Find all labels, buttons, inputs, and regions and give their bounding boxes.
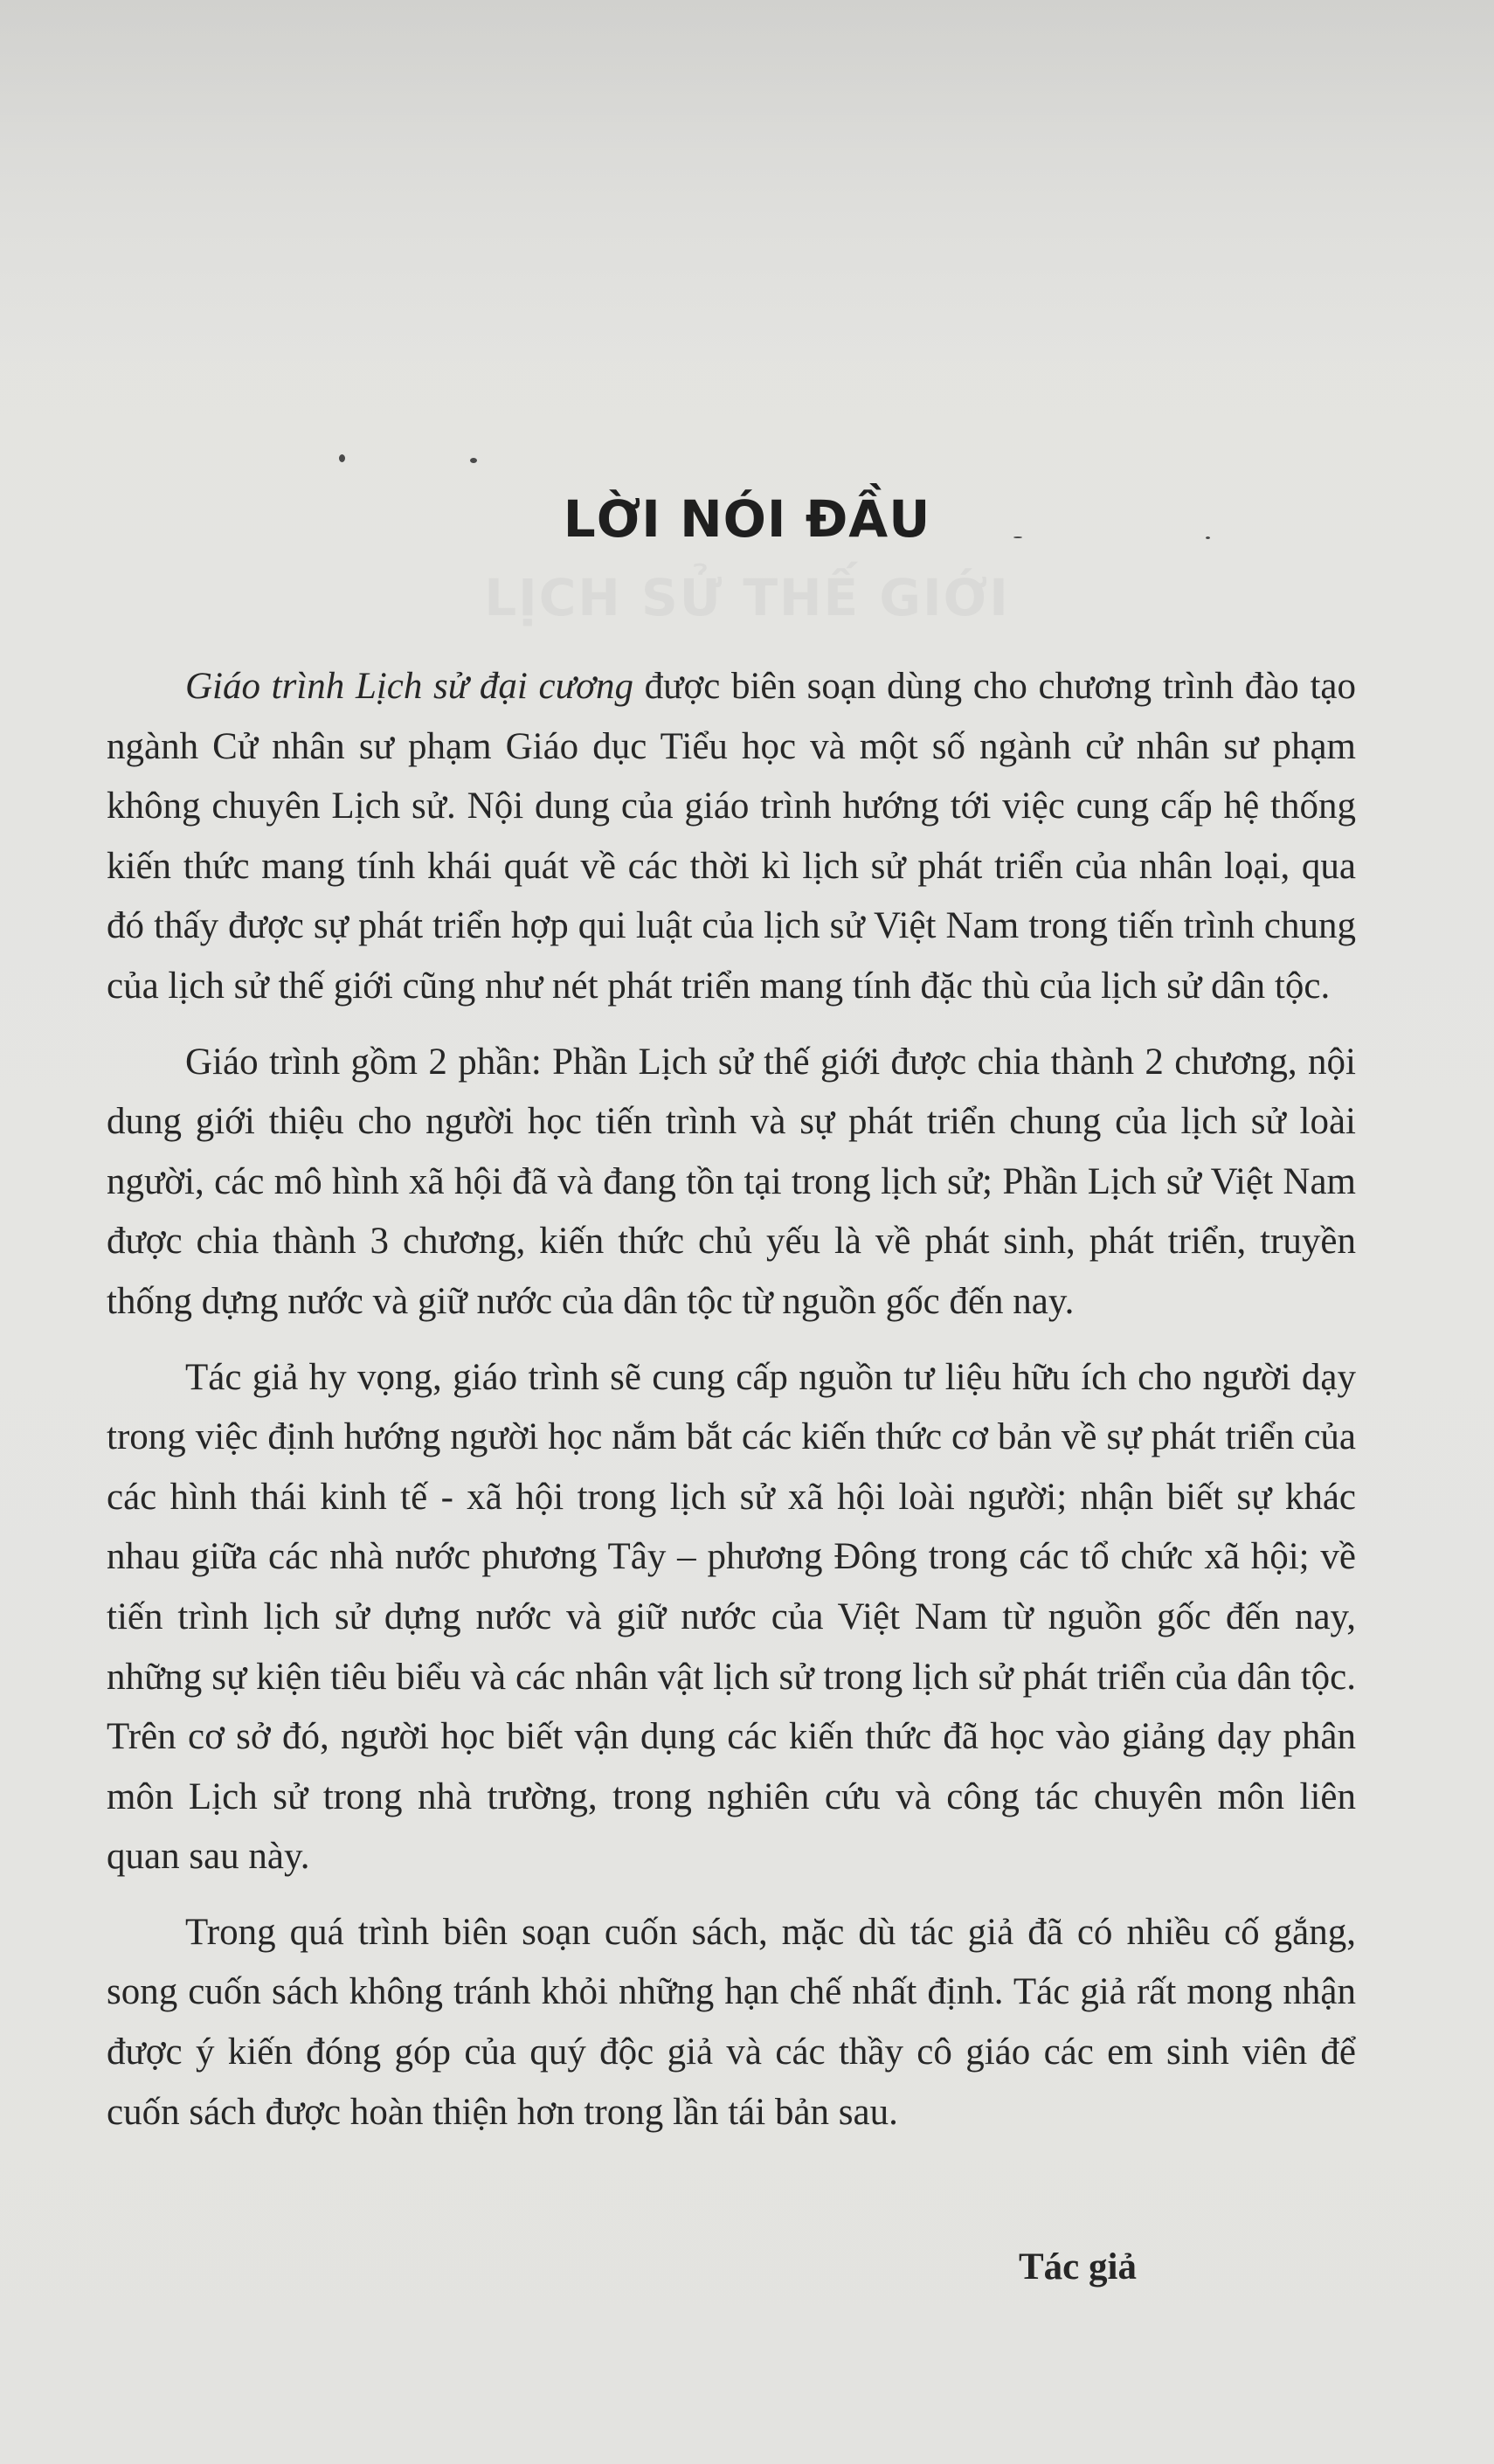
book-title-italic: Giáo trình Lịch sử đại cương [185,666,634,707]
paragraph-1 [107,657,1356,1017]
author-signature: Tác giả [1019,2246,1137,2288]
paragraph-4: Trong quá trình biên soạn cuốn sách, mặc dù tác giả đã có nhiều cố gắng, song cuốn sách không tránh khỏi những hạn chế nhất định. Tác giả rất mong nhận được ý kiến đóng góp của quý độc giả và các thầy cô giáo các em sinh viên để cuốn sách được hoàn thiện hơn trong lần tái bản sau. [107,1911,1356,2133]
scan-shadow [0,0,1494,367]
ink-speck [470,458,477,463]
ink-speck [339,454,345,462]
paragraph-3: Tác giả hy vọng, giáo trình sẽ cung cấp nguồn tư liệu hữu ích cho người dạy trong việc định hướng người học nắm bắt các kiến thức cơ bản về sự phát triển của các hình thái kinh tế - xã hội trong lịch sử xã hội loài người; nhận biết sự khác nhau giữa các nhà nước phương Tây – phương Đông trong các tổ chức xã hội; về tiến trình lịch sử dựng nước và giữ nước của Việt Nam từ nguồn gốc đến nay, những sự kiện tiêu biểu và các nhân vật lịch sử trong lịch sử phát triển của dân tộc. Trên cơ sở đó, người học biết vận dụng các kiến thức đã học vào giảng dạy phân môn Lịch sử trong nhà trường, trong nghiên cứu và công tác chuyên môn liên quan sau này. [107,1356,1356,1878]
bleed-through-title: LỊCH SỬ THẾ GIỚI [484,568,1010,627]
preface-body [107,657,1356,2142]
page-title: LỜI NÓI ĐẦU [563,489,931,549]
paragraph-2: Giáo trình gồm 2 phần: Phần Lịch sử thế giới được chia thành 2 chương, nội dung giới thiệu cho người học tiến trình và sự phát triển chung của lịch sử loài người, các mô hình xã hội đã và đang tồn tại trong lịch sử; Phần Lịch sử Việt Nam được chia thành 3 chương, kiến thức chủ yếu là về phát sinh, phát triển, truyền thống dựng nước và giữ nước của dân tộc từ nguồn gốc đến nay. [107,1041,1356,1322]
paragraph-1-text: được biên soạn dùng cho chương trình đào tạo ngành Cử nhân sư phạm Giáo dục Tiểu học và một số ngành cử nhân sư phạm không chuyên Lịch sử. Nội dung của giáo trình hướng tới việc cung cấp hệ thống kiến thức mang tính khái quát về các thời kì lịch sử phát triển của nhân loại, qua đó thấy được sự phát triển hợp qui luật của lịch sử Việt Nam trong tiến trình chung của lịch sử thế giới cũng như nét phát triển mang tính đặc thù của lịch sử dân tộc. [107,666,1356,1007]
